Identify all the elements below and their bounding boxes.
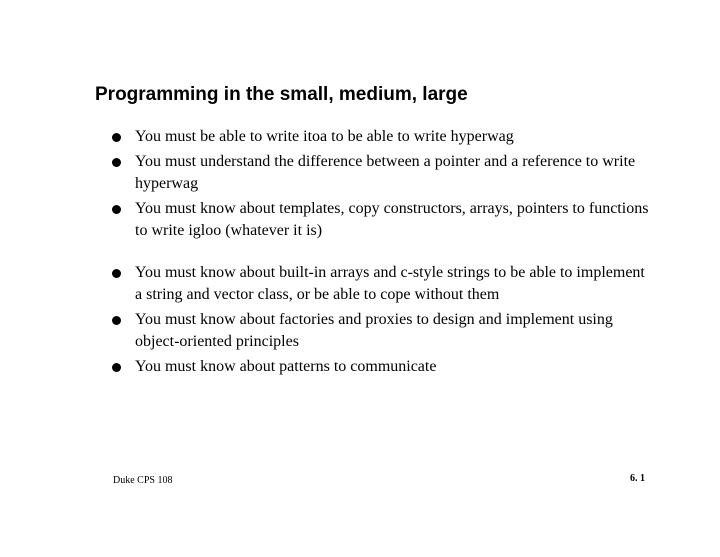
bullet-dot-icon [112,363,121,372]
bullet-item [0,309,655,353]
footer-page-number: 6. 1 [630,473,645,484]
slide-title: Programming in the small, medium, large [95,84,468,105]
bullet-list [0,126,720,381]
bullet-item [0,262,655,306]
bullet-dot-icon [112,316,121,325]
bullet-text: You must know about factories and proxies to design and implement using object-oriented principles [135,311,613,350]
bullet-item [0,151,655,195]
bullet-text: You must know about templates, copy constructors, arrays, pointers to functions to write igloo (whatever it is) [135,200,649,239]
bullet-dot-icon [112,269,121,278]
bullet-dot-icon [112,133,121,142]
bullet-text: You must know about patterns to communicate [135,358,437,375]
bullet-text: You must be able to write itoa to be able to write hyperwag [135,128,514,145]
bullet-item [0,198,655,242]
footer-course-label: Duke CPS 108 [113,475,173,486]
bullet-item [0,126,655,148]
bullet-dot-icon [112,205,121,214]
bullet-text: You must know about built-in arrays and c-style strings to be able to implement a string and vector class, or be able to cope without them [135,264,645,303]
bullet-dot-icon [112,158,121,167]
bullet-text: You must understand the difference between a pointer and a reference to write hyperwag [135,153,636,192]
bullet-item [0,356,655,378]
